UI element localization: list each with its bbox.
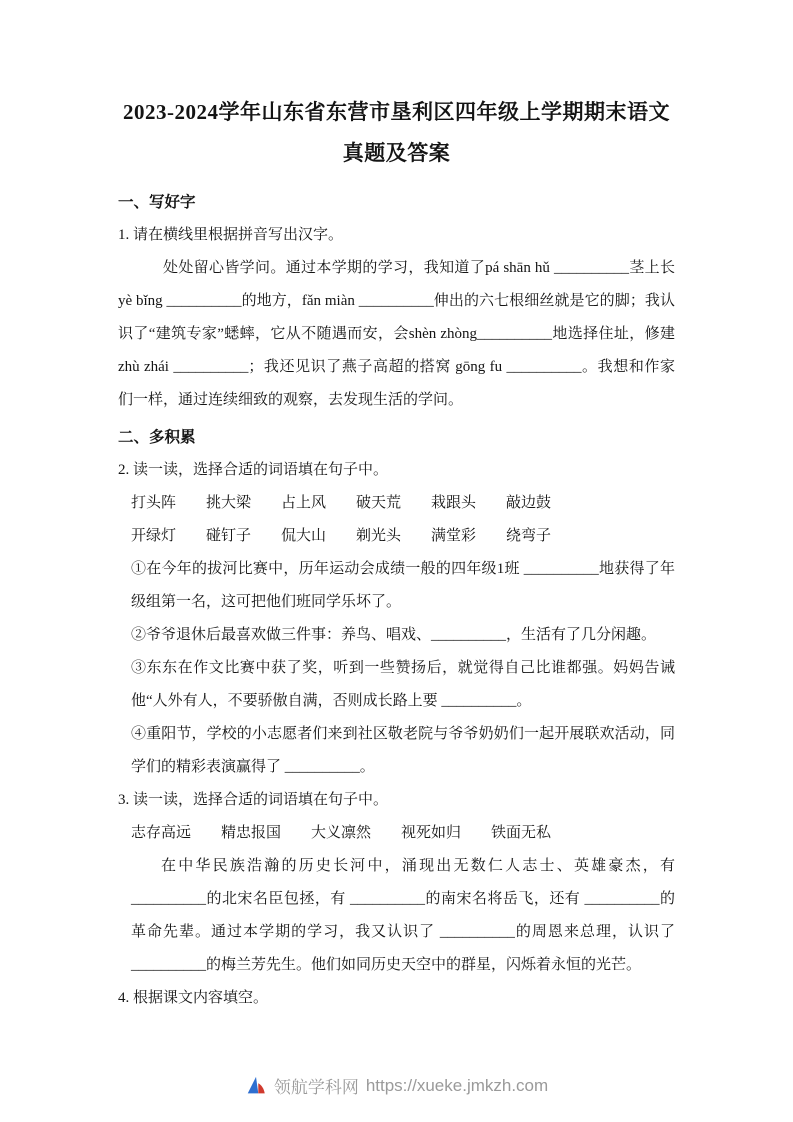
question-3-label: 3. 读一读，选择合适的词语填在句子中。 <box>118 792 389 808</box>
title-line-1: 2023-2024学年山东省东营市垦利区四年级上学期期末语文 <box>123 100 670 124</box>
document-title <box>118 92 675 174</box>
question-3-wordbank: 志存高远 精忠报国 大义凛然 视死如归 铁面无私 <box>131 825 552 841</box>
site-logo-icon <box>245 1075 267 1097</box>
question-2-item-1: ①在今年的拔河比赛中，历年运动会成绩一般的四年级1班 __________地获得了年级组第一名，这可把他们班同学乐坏了。 <box>131 561 675 610</box>
question-2-wordbank-row-2: 开绿灯 碰钉子 侃大山 剃光头 满堂彩 绕弯子 <box>131 528 552 544</box>
question-2-item-2: ②爷爷退休后最喜欢做三件事：养鸟、唱戏、__________，生活有了几分闲趣。 <box>131 627 657 643</box>
footer-url: https://xueke.jmkzh.com <box>365 1075 549 1095</box>
question-4-label: 4. 根据课文内容填空。 <box>118 990 269 1006</box>
section-2-heading: 二、多积累 <box>118 429 196 446</box>
question-3-passage: 在中华民族浩瀚的历史长河中，涌现出无数仁人志士、英雄豪杰，有 __________的北宋名臣包拯，有 __________的南宋名将岳飞，还有 __________的革命先辈。通过本学期的学习，我又认识了 __________的周恩来总理，认识了 __________的梅兰芳先生。他们如同历史天空中的群星，闪烁着永恒的光芒。 <box>131 858 675 973</box>
question-2-label: 2. 读一读，选择合适的词语填在句子中。 <box>118 462 389 478</box>
question-2-wordbank-row-1: 打头阵 挑大梁 占上风 破天荒 栽跟头 敲边鼓 <box>131 495 552 511</box>
question-1-label: 1. 请在横线里根据拼音写出汉字。 <box>118 227 344 243</box>
question-2-item-3: ③东东在作文比赛中获了奖，听到一些赞扬后，就觉得自己比谁都强。妈妈告诫他“人外有人，不要骄傲自满，否则成长路上要 __________。 <box>131 660 675 709</box>
title-line-2: 真题及答案 <box>342 141 451 165</box>
site-footer <box>0 1073 793 1098</box>
section-1-heading: 一、写好字 <box>118 194 196 211</box>
question-1-passage: 处处留心皆学问。通过本学期的学习，我知道了pá shān hǔ __________茎上长yè bǐng __________的地方，fǎn miàn __________伸出的六七根细丝就是它的脚；我认识了“建筑专家”蟋蟀，它从不随遇而安，会shèn zhòng__________地选择住址，修建zhù zhái __________；我还见识了燕子高超的搭窝 gōng fu __________。我想和作家们一样，通过连续细致的观察，去发现生活的学问。 <box>118 260 675 408</box>
question-2-item-4: ④重阳节，学校的小志愿者们来到社区敬老院与爷爷奶奶们一起开展联欢活动，同学们的精彩表演赢得了 __________。 <box>131 726 675 775</box>
footer-site-name: 领航学科网 <box>273 1078 359 1097</box>
